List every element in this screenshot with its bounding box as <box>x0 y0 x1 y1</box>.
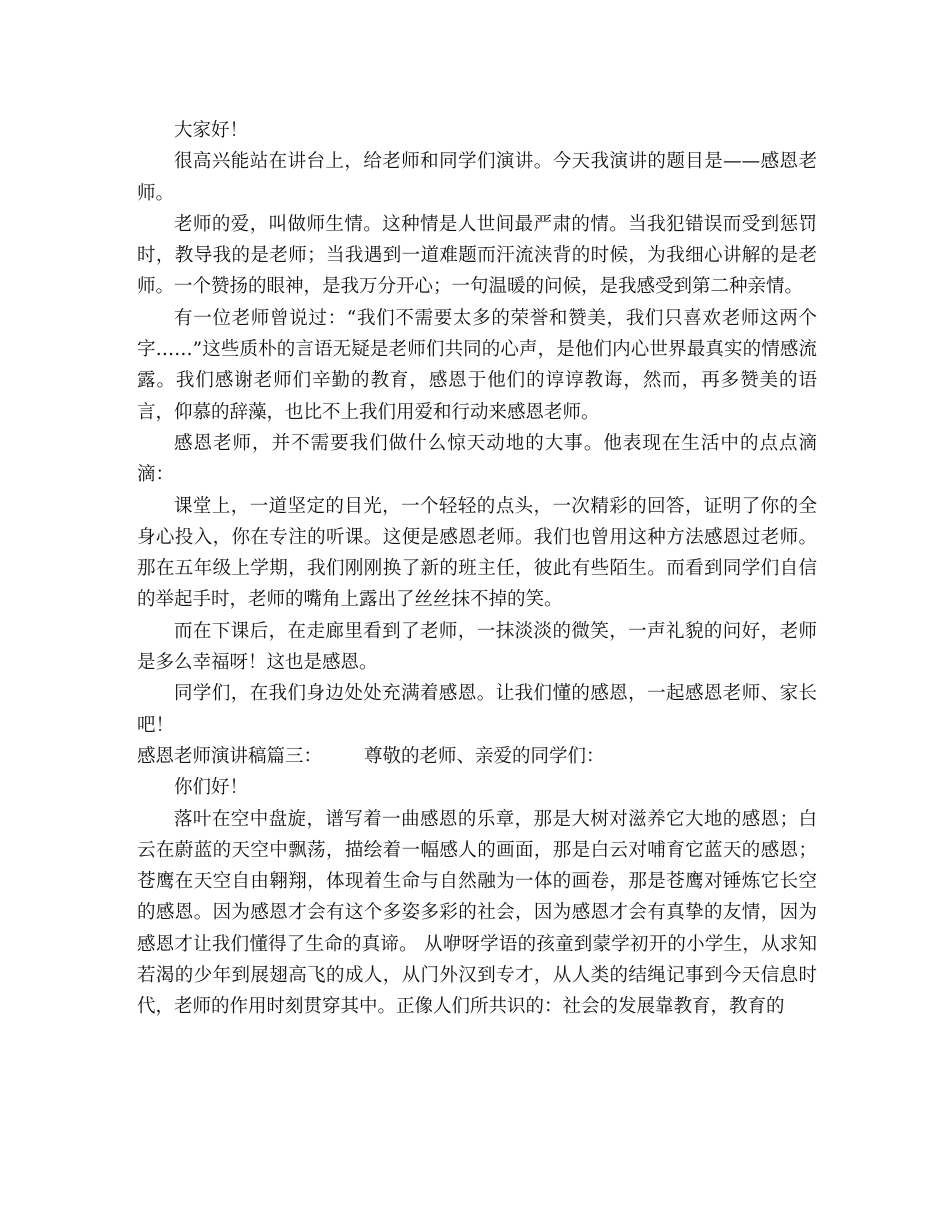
body-paragraph: 有一位老师曾说过：“我们不需要太多的荣誉和赞美，我们只喜欢老师这两个字……”这些质朴的言语无疑是老师们共同的心声，是他们内心世界最真实的情感流露。我们感谢老师们辛勤的教育，感恩于他们的谆谆教诲，然而，再多赞美的语言，仰慕的辞藻，也比不上我们用爱和行动来感恩老师。 <box>137 307 817 423</box>
body-paragraph: 感恩老师，并不需要我们做什么惊天动地的大事。他表现在生活中的点点滴滴： <box>137 432 817 486</box>
body-paragraph: 同学们，在我们身边处处充满着感恩。让我们懂的感恩，一起感恩老师、家长吧！ <box>137 683 817 736</box>
body-paragraph: 落叶在空中盘旋，谱写着一曲感恩的乐章，那是大树对滋养它大地的感恩；白云在蔚蓝的天空中飘荡，描绘着一幅感人的画面，那是白云对哺育它蓝天的感恩；苍鹰在天空自由翱翔，体现着生命与自然融为一体的画卷，那是苍鹰对锤炼它长空的感恩。因为感恩才会有这个多姿多彩的社会，因为感恩才会有真挚的友情，因为感恩才让我们懂得了生命的真谛。 从咿呀学语的孩童到蒙学初开的小学生，从求知若渴的少年到展翅高飞的成人，从门外汉到专才，从人类的结绳记事到今天信息时代，老师的作用时刻贯穿其中。正像人们所共识的：社会的发展靠教育，教育的 <box>137 808 817 1018</box>
greeting-paragraph: 你们好！ <box>174 777 249 799</box>
body-paragraph: 老师的爱，叫做师生情。这种情是人世间最严肃的情。当我犯错误而受到惩罚时，教导我的是老师；当我遇到一道难题而汗流浃背的时候，为我细心讲解的是老师。一个赞扬的眼神，是我万分开心；一句温暖的问候，是我感受到第二种亲情。 <box>137 213 817 298</box>
section-heading: 感恩老师演讲稿篇三： <box>137 745 323 767</box>
body-paragraph: 课堂上，一道坚定的目光，一个轻轻的点头，一次精彩的回答，证明了你的全身心投入，你在专注的听课。这便是感恩老师。我们也曾用这种方法感恩过老师。那在五年级上学期，我们刚刚换了新的班主任，彼此有些陌生。而看到同学们自信的举起手时，老师的嘴角上露出了丝丝抹不掉的笑。 <box>137 495 817 611</box>
section-heading-line <box>137 741 817 772</box>
body-paragraph: 而在下课后，在走廊里看到了老师，一抹淡淡的微笑，一声礼貌的问好，老师是多么幸福呀！这也是感恩。 <box>137 620 817 674</box>
greeting-paragraph: 大家好！ <box>174 120 249 141</box>
document-body <box>137 115 817 1023</box>
body-paragraph: 很高兴能站在讲台上，给老师和同学们演讲。今天我演讲的题目是——感恩老师。 <box>137 151 817 204</box>
section-greeting: 尊敬的老师、亲爱的同学们： <box>364 745 605 767</box>
